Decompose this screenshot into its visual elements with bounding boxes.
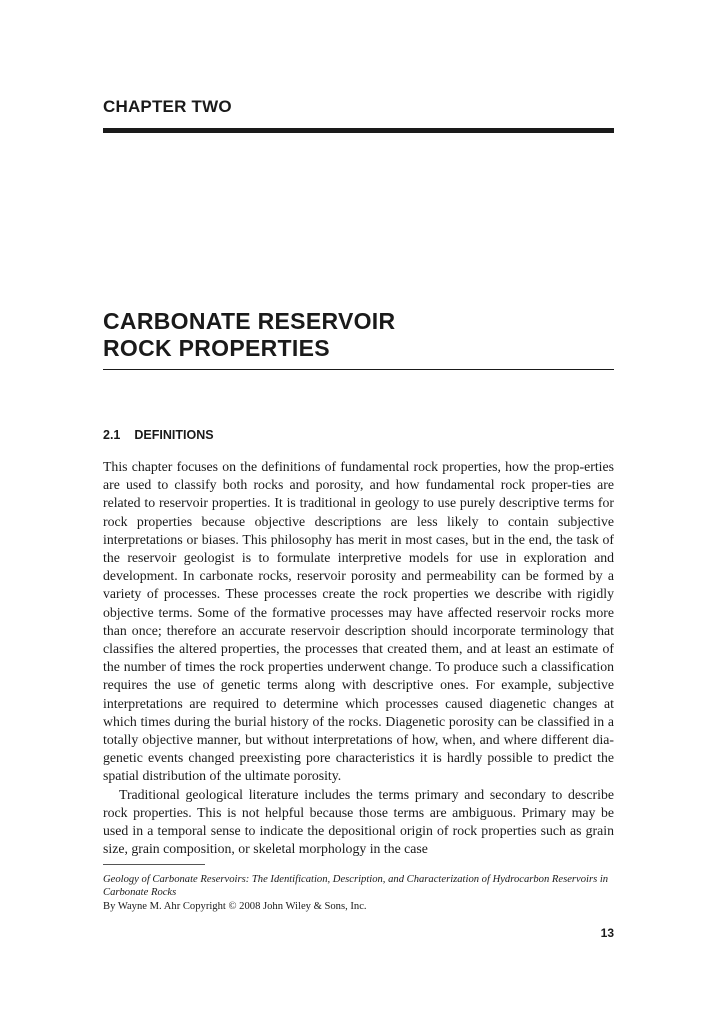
chapter-divider-thin [103, 369, 614, 370]
body-paragraph-1: This chapter focuses on the definitions of fundamental rock properties, how the prop-erties are used to classify both rocks and porosity, and how fundamental rock proper-ties are related to reservoir properties. It is traditional in geology to use purely descriptive terms for rock properties because objective descriptions are less likely to contain subjective interpretations or biases. This philosophy has merit in most cases, but in the end, the task of the reservoir geologist is to formulate interpretive models for use in exploration and development. In carbonate rocks, reservoir porosity and permeability can be formed by a variety of processes. These processes create the rock properties we describe with rigidly objective terms. Some of the formative processes may have affected reservoir rocks more than once; therefore an accurate reservoir description should incorporate terminology that classifies the altered properties, the processes that created them, and at least an estimate of the number of times the rock properties underwent change. To produce such a classification requires the use of genetic terms along with descriptive ones. For example, subjective interpretations are required to determine which processes caused diagenetic changes at which times during the burial history of the rocks. Diagenetic porosity can be classified in a totally objective manner, but without interpretations of how, when, and where different dia-genetic events changed preexisting pore characteristics it is hardly possible to predict the spatial distribution of the ultimate porosity. [103, 459, 614, 784]
page-number: 13 [600, 926, 614, 940]
section-number: 2.1 [103, 428, 121, 442]
chapter-divider-thick [103, 128, 614, 133]
footnote-book-title: Geology of Carbonate Reservoirs: The Identification, Description, and Characterization of Hydrocarbon Reservoirs in Carbonate Rocks [103, 874, 609, 899]
body-paragraph-2: Traditional geological literature includes the terms primary and secondary to describe rock properties. This is not helpful because those terms are ambiguous. Primary may be used in a temporal sense to indicate the depositional origin of rock properties such as grain size, grain composition, or skeletal morphology in the case [103, 786, 614, 857]
body-text [103, 458, 614, 858]
chapter-title-line-1: CARBONATE RESERVOIR [103, 308, 396, 334]
chapter-title [103, 308, 614, 362]
section-title: DEFINITIONS [134, 428, 214, 442]
section-heading [103, 428, 214, 442]
chapter-label: CHAPTER TWO [103, 97, 232, 116]
footnote-byline: By Wayne M. Ahr Copyright © 2008 John Wiley & Sons, Inc. [103, 900, 367, 912]
chapter-title-line-2: ROCK PROPERTIES [103, 335, 330, 361]
footnote-divider [103, 864, 205, 865]
footnote [103, 873, 614, 913]
